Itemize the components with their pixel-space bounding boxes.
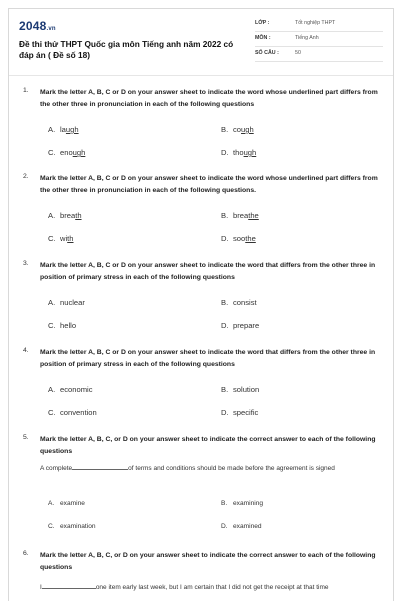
answer-blank (42, 581, 96, 589)
option-text: soo (233, 234, 246, 243)
option-a[interactable] (48, 500, 85, 507)
question-prompt: Mark the letter A, B, C or D on your answer sheet to indicate the word that differs from the other three in position of primary stress in each of the following questions (40, 349, 376, 368)
logo-text: 2048 (19, 19, 47, 33)
option-c[interactable] (48, 234, 74, 243)
option-letter: A. (48, 385, 56, 394)
context-before: A complete (40, 465, 73, 472)
meta-count-label: SỐ CÂU : (255, 50, 279, 56)
option-underlined: th (67, 234, 74, 243)
option-text: brea (233, 211, 249, 220)
option-d[interactable] (221, 234, 256, 243)
option-letter: B. (221, 125, 229, 134)
option-a[interactable] (48, 211, 82, 220)
option-underlined: the (248, 211, 259, 220)
option-letter: D. (221, 523, 228, 530)
option-a[interactable] (48, 298, 85, 307)
header-divider (9, 75, 393, 76)
option-b[interactable] (221, 211, 259, 220)
option-text: consist (233, 298, 257, 307)
answer-blank (72, 462, 128, 470)
question-number: 3. (23, 260, 29, 267)
option-b[interactable] (221, 385, 259, 394)
option-underlined: ugh (72, 148, 86, 157)
option-text: hello (60, 321, 77, 330)
option-letter: D. (221, 321, 229, 330)
context-before: I (40, 584, 42, 591)
option-text: co (233, 125, 242, 134)
meta-subject (255, 32, 383, 47)
option-underlined: ugh (65, 125, 79, 134)
option-c[interactable] (48, 523, 96, 530)
option-letter: B. (221, 298, 229, 307)
option-letter: A. (48, 125, 56, 134)
option-letter: C. (48, 148, 56, 157)
exam-title: Đề thi thử THPT Quốc gia môn Tiếng anh năm 2022 có đáp án ( Đề số 18) (19, 39, 234, 60)
context-after: of terms and conditions should be made before the agreement is signed (128, 465, 335, 472)
option-c[interactable] (48, 321, 76, 330)
option-letter: C. (48, 234, 56, 243)
option-text: la (60, 125, 66, 134)
option-text: prepare (233, 321, 260, 330)
exam-meta (255, 17, 383, 62)
meta-subject-value: Tiếng Anh (295, 35, 319, 41)
option-text: examination (60, 523, 96, 530)
option-d[interactable] (221, 148, 256, 157)
question-context (40, 462, 380, 475)
option-letter: B. (221, 385, 229, 394)
option-text: brea (60, 211, 76, 220)
option-text: convention (60, 408, 97, 417)
option-letter: A. (48, 298, 56, 307)
option-letter: C. (48, 523, 55, 530)
question-number: 2. (23, 173, 29, 180)
question-number: 6. (23, 550, 29, 557)
exam-page (8, 8, 394, 601)
option-letter: C. (48, 408, 56, 417)
option-underlined: the (245, 234, 256, 243)
option-underlined: th (75, 211, 82, 220)
option-text: examine (60, 500, 85, 507)
meta-count (255, 47, 383, 62)
option-letter: D. (221, 408, 229, 417)
option-letter: C. (48, 321, 56, 330)
question-number: 1. (23, 87, 29, 94)
question-prompt: Mark the letter A, B, C or D on your answer sheet to indicate the word whose underlined part differs from the other three in pronunciation in each of the following questions (40, 89, 378, 108)
option-a[interactable] (48, 125, 79, 134)
question-prompt: Mark the letter A, B, C, or D on your answer sheet to indicate the correct answer to each of the following questions (40, 436, 376, 455)
exam-header (19, 17, 383, 73)
option-d[interactable] (221, 523, 262, 530)
option-text: nuclear (60, 298, 85, 307)
meta-count-value: 50 (295, 50, 301, 56)
meta-subject-label: MÔN : (255, 35, 271, 41)
option-letter: D. (221, 234, 229, 243)
option-text: eno (60, 148, 73, 157)
question-prompt: Mark the letter A, B, C or D on your answer sheet to indicate the word that differs from the other three in position of primary stress in each of the following questions (40, 262, 376, 281)
site-logo[interactable] (19, 19, 56, 33)
question-prompt: Mark the letter A, B, C or D on your answer sheet to indicate the word whose underlined part differs from the other three in pronunciation in each of the following questions. (40, 175, 378, 194)
option-b[interactable] (221, 500, 263, 507)
option-text: economic (60, 385, 93, 394)
question-context (40, 581, 380, 594)
context-after: one item early last week, but I am certain that I did not get the receipt at that time (95, 584, 329, 591)
meta-class-value: Tốt nghiệp THPT (295, 20, 336, 26)
option-letter: B. (221, 500, 228, 507)
question-number: 5. (23, 434, 29, 441)
option-letter: A. (48, 211, 56, 220)
option-text: examining (233, 500, 264, 507)
option-c[interactable] (48, 148, 85, 157)
option-a[interactable] (48, 385, 93, 394)
logo-suffix: .vn (46, 26, 56, 32)
option-c[interactable] (48, 408, 97, 417)
option-letter: D. (221, 148, 229, 157)
option-text: tho (233, 148, 244, 157)
option-b[interactable] (221, 298, 257, 307)
option-letter: B. (221, 211, 229, 220)
question-number: 4. (23, 347, 29, 354)
meta-class-label: LỚP : (255, 20, 270, 26)
option-underlined: ugh (243, 148, 257, 157)
option-text: examined (233, 523, 262, 530)
option-d[interactable] (221, 321, 259, 330)
option-text: wi (60, 234, 68, 243)
option-text: specific (233, 408, 259, 417)
option-b[interactable] (221, 125, 254, 134)
meta-class (255, 17, 383, 32)
option-letter: A. (48, 500, 55, 507)
option-text: solution (233, 385, 260, 394)
option-d[interactable] (221, 408, 258, 417)
option-underlined: ugh (241, 125, 254, 134)
question-prompt: Mark the letter A, B, C, or D on your answer sheet to indicate the correct answer to each of the following questions (40, 552, 376, 571)
